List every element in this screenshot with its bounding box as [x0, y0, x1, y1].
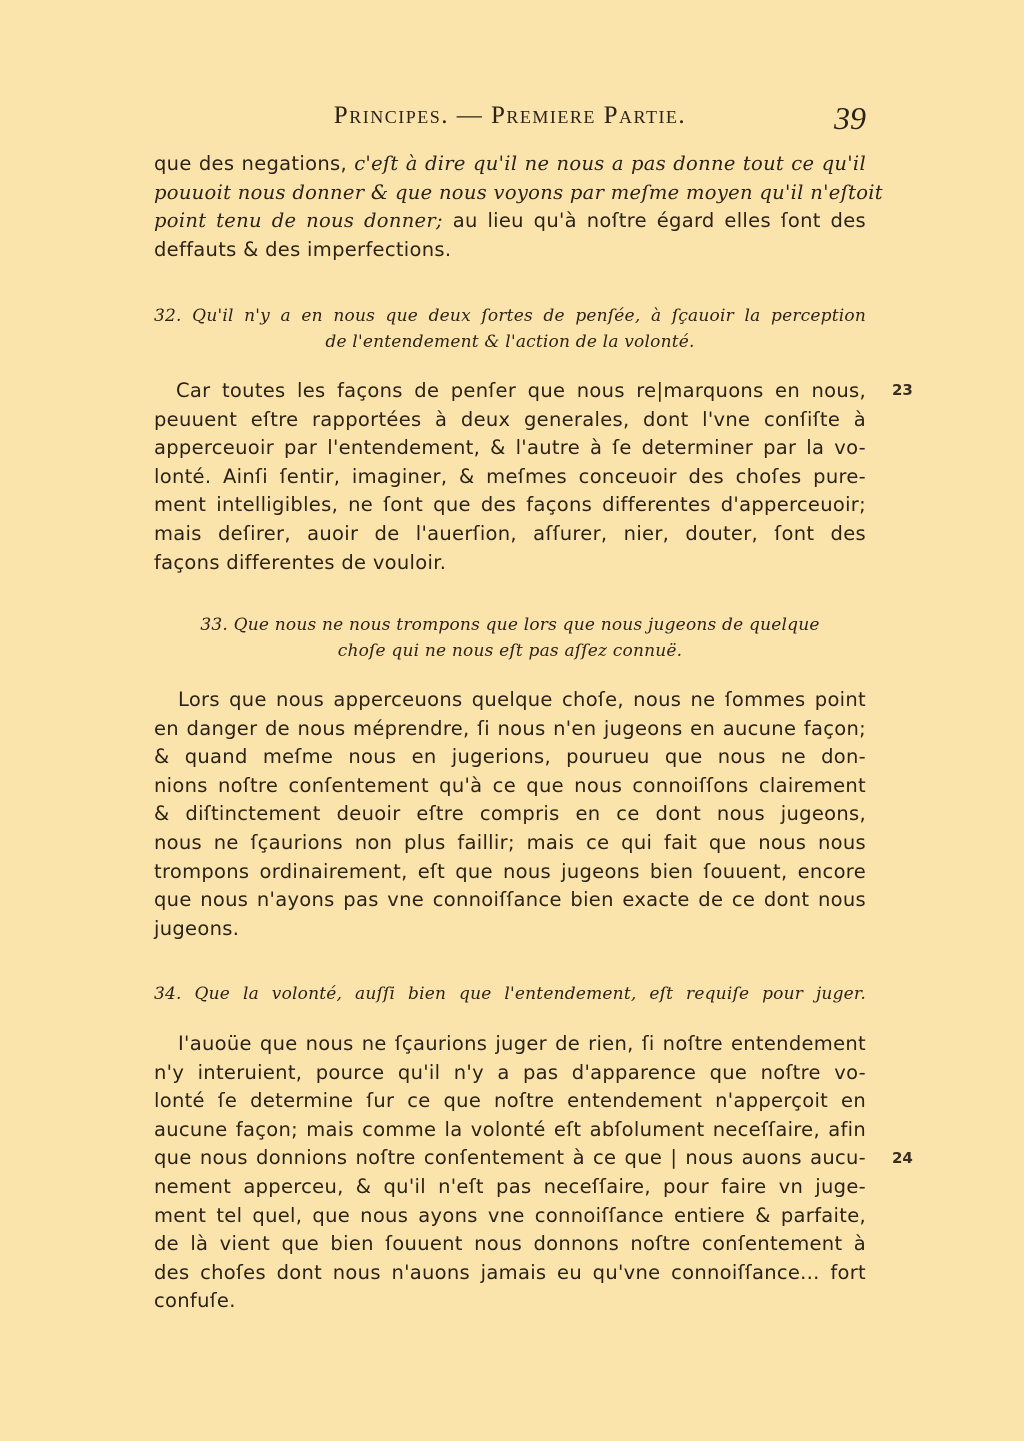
text-line: mais deſirer, auoir de l'auerſion, aſſurer, nier, douter, ſont des — [154, 521, 866, 545]
heading-line: choſe qui ne nous eſt pas aſſez connuë. — [337, 641, 683, 661]
section-33-heading — [154, 612, 866, 664]
text-line: de là vient que bien ſouuent nous donnons noſtre conſentement à — [154, 1232, 866, 1256]
page-header — [154, 100, 866, 140]
section-33-paragraph — [154, 686, 866, 943]
text-line: confuſe. — [154, 1289, 236, 1313]
text-line: deffauts & des imperfections. — [154, 237, 452, 261]
text-line: I'auoüe que nous ne ſçaurions juger de rien, ſi noſtre entendement — [178, 1032, 866, 1055]
text-line: nous ne ſçaurions non plus faillir; mais ce qui fait que nous nous — [154, 830, 866, 854]
text-line: lonté. Ainſi ſentir, imaginer, & meſmes conceuoir des choſes pure- — [154, 464, 866, 488]
text-line: que nous n'ayons pas vne connoiſſance bien exacte de ce dont nous — [154, 888, 866, 912]
text-line: nions noſtre conſentement qu'à ce que nous connoiſſons clairement — [154, 773, 866, 797]
text-line: ment intelligibles, ne ſont que des façons differentes d'apperceuoir; — [154, 493, 866, 517]
text-line: & diſtinctement deuoir eſtre compris en ce dont nous jugeons, — [154, 802, 866, 826]
text-line: pouuoit nous donner & que nous voyons par meſme moyen qu'il n'eſtoit — [154, 180, 883, 204]
marginal-number: 24 — [892, 1149, 913, 1167]
section-32-paragraph — [154, 377, 866, 577]
text-line: ment tel quel, que nous ayons vne connoiſſance entiere & parfaite, — [154, 1203, 866, 1227]
text-line: en danger de nous méprendre, ſi nous n'en jugeons en aucune façon; — [154, 716, 866, 740]
page-number: 39 — [834, 100, 866, 136]
section-34-heading — [154, 981, 866, 1007]
text-line: & quand meſme nous en jugerions, pourueu que nous ne don- — [154, 745, 866, 769]
section-34-paragraph — [154, 1030, 866, 1316]
text-line: nement apperceu, & qu'il n'eſt pas neceſſaire, pour faire vn juge- — [154, 1174, 866, 1198]
text-line: aucune façon; mais comme la volonté eſt abſolument neceſſaire, afin — [154, 1117, 866, 1141]
heading-line: 32. Qu'il n'y a en nous que deux ſortes de penſée, à ſçauoir la perception — [154, 306, 866, 326]
text-line: lonté ſe determine ſur ce que noſtre entendement n'apperçoit en — [154, 1089, 866, 1113]
text-line: peuuent eſtre rapportées à deux generales, dont l'vne conſiſte à — [154, 407, 866, 431]
text-line: que des negations, c'eſt à dire qu'il ne nous a pas donne tout ce qu'il — [154, 152, 866, 175]
marginal-number: 23 — [892, 381, 913, 399]
text-line: jugeons. — [154, 916, 240, 940]
text-line: n'y interuient, pource qu'il n'y a pas d'apparence que noſtre vo- — [154, 1060, 866, 1084]
text-line: que nous donnions noſtre conſentement à ce que | nous auons aucu- — [154, 1146, 866, 1170]
text-line: façons differentes de vouloir. — [154, 550, 447, 574]
running-head: Principes. — Premiere Partie. — [333, 102, 687, 129]
text-line: des choſes dont nous n'auons jamais eu qu'vne connoiſſance... fort — [154, 1260, 866, 1284]
text-line: point tenu de nous donner; au lieu qu'à noſtre égard elles ſont des — [154, 209, 866, 233]
intro-paragraph — [154, 150, 883, 264]
heading-line: de l'entendement & l'action de la volonté. — [325, 332, 695, 352]
section-32-heading — [154, 303, 866, 355]
text-line: Lors que nous apperceuons quelque choſe, nous ne ſommes point — [178, 688, 866, 711]
heading-line: 34. Que la volonté, auſſi bien que l'entendement, eſt requiſe pour juger. — [154, 984, 866, 1004]
text-line: Car toutes les façons de penſer que nous re|marquons en nous, — [176, 379, 866, 402]
heading-line: 33. Que nous ne nous trompons que lors que nous jugeons de quelque — [200, 615, 820, 635]
text-line: trompons ordinairement, eſt que nous jugeons bien ſouuent, encore — [154, 859, 866, 883]
text-line: apperceuoir par l'entendement, & l'autre à ſe determiner par la vo- — [154, 436, 866, 460]
